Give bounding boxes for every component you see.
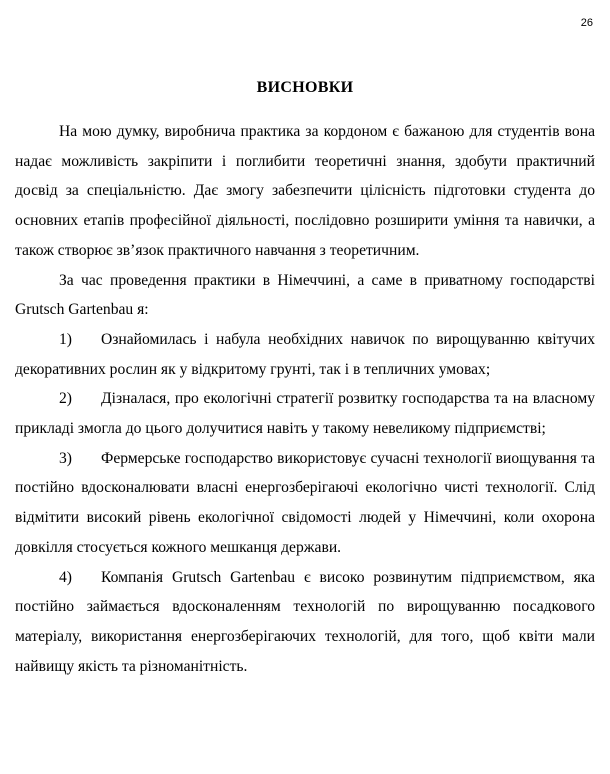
list-item-2: [15, 384, 595, 443]
list-item-number: 1): [59, 330, 72, 348]
list-item-3: [15, 444, 595, 563]
list-item-1: [15, 325, 595, 384]
document-body: [15, 117, 595, 681]
page-number: 26: [580, 17, 593, 29]
list-item-4: [15, 563, 595, 682]
page-title: ВИСНОВКИ: [256, 79, 354, 96]
list-item-text: Дізналася, про екологічні стратегії розвитку господарства та на власному прикладі змогла до цього долучитися навіть у такому невеликому підприємстві;: [15, 390, 595, 438]
list-item-text: Ознайомилась і набула необхідних навичок по вирощуванню квітучих декоративних рослин як у відкритому грунті, так і в тепличних умовах;: [15, 330, 595, 378]
list-item-number: 4): [59, 568, 72, 586]
paragraph-practice-location: За час проведення практики в Німеччині, а саме в приватному господарстві Grutsch Gartenbau я:: [15, 271, 595, 319]
paragraph-intro: На мою думку, виробнича практика за кордоном є бажаною для студентів вона надає можливість закріпити і поглибити теоретичні знання, здобути практичний досвід за спеціальністю. Дає змогу забезпечити цілісність підготовки студента до основних етапів професійної діяльності, послідовно розширити уміння та навички, а також створює зв’язок практичного навчання з теоретичним.: [15, 123, 595, 259]
list-item-text: Фермерське господарство використовує сучасні технології виощування та постійно вдосконалювати власні енергозберігаючі екологічно чисті технології. Слід відмітити високий рівень екологічної свідомості людей у Німеччині, коли охорона довкілля стосується кожного мешканця держави.: [15, 449, 595, 556]
list-item-number: 3): [59, 449, 72, 467]
list-item-text: Компанія Grutsch Gartenbau є високо розвинутим підприємством, яка постійно займається вдосконаленням технологій по вирощуванню посадкового матеріалу, використання енергозберігаючих технологій, для того, щоб квіти мали найвищу якість та різноманітність.: [15, 568, 595, 675]
list-item-number: 2): [59, 390, 72, 408]
